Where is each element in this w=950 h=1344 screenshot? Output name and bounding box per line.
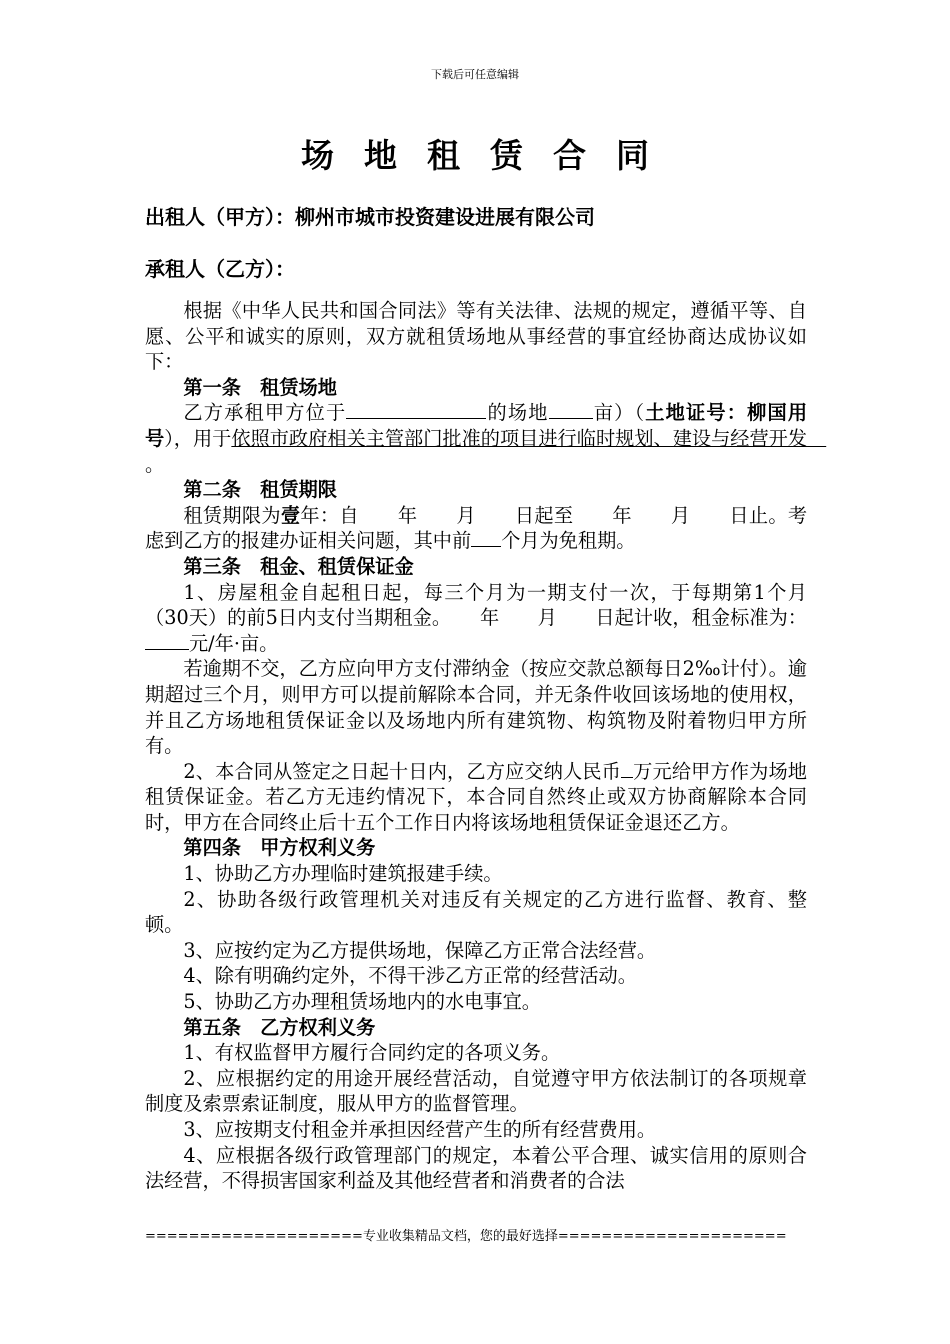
party-b: 承租人（乙方）：: [145, 257, 295, 281]
term-years: 壹: [280, 503, 301, 527]
article-1-text: [145, 400, 903, 477]
blank-location: [346, 400, 486, 419]
blank-rent: [145, 631, 189, 650]
text-span: 租赁期限为: [183, 503, 281, 527]
article-4-item: 3、应按约定为乙方提供场地，保障乙方正常合法经营。: [183, 938, 657, 962]
article-3-late: 若逾期不交，乙方应向甲方支付滞纳金（按应交款总额每日2‰计付）。逾期超过三个月，则甲方可以提前解除本合同，并无条件收回该场地的使用权，并且乙方场地租赁保证金以及场地内所有建筑物、构筑物及附着物归甲方所有。: [145, 657, 807, 758]
text-span: ），用于: [164, 426, 232, 450]
article-2-text: [145, 503, 807, 554]
text-span: 个月为免租期。: [501, 529, 636, 553]
article-4-item: 2、协助各级行政管理机关对违反有关规定的乙方进行监督、教育、整顿。: [145, 887, 807, 937]
article-5-item: 1、有权监督甲方履行合同约定的各项义务。: [183, 1041, 561, 1065]
text-span: 万元给甲方作为场地租赁保证金。若乙方无违约情况下，本合同自然终止或双方协商解除本合同时，甲方在合同终止后十五个工作日内将该场地租赁保证金退还乙方。: [145, 759, 807, 834]
land-cert-label: 土地证号：柳国用 号: [145, 401, 903, 450]
article-3-rent: [145, 580, 807, 657]
blank-area: [549, 400, 593, 419]
blank-deposit: [621, 759, 633, 778]
article-4-item: 1、协助乙方办理临时建筑报建手续。: [183, 862, 503, 886]
text-span: 年：自 年 月 日起至 年 月 日止。考虑到乙方的报建办证相关问题，其中前: [145, 503, 808, 553]
article-5-heading: 第五条 乙方权利义务: [183, 1015, 376, 1039]
text-span: 1、房屋租金自起租日起，每三个月为一期支付一次，于每期第1个月（30天）的前5日内支付当期租金。 年 月 日起计收，租金标准为：: [145, 580, 807, 630]
usage-text: 依照市政府相关主管部门批准的项目进行临时规划、建设与经营开发: [231, 426, 827, 450]
article-5-item: 3、应按期支付租金并承担因经营产生的所有经营费用。: [183, 1118, 657, 1141]
article-1-heading: 第一条 租赁场地: [183, 375, 337, 399]
contract-body: [145, 298, 903, 1194]
text-span: 2、本合同从签定之日起十日内，乙方应交纳人民币: [183, 759, 622, 783]
article-4-item: 5、协助乙方办理租赁场地内的水电事宜。: [183, 990, 541, 1014]
intro-paragraph: 根据《中华人民共和国合同法》等有关法律、法规的规定，遵循平等、自愿、公平和诚实的原则，双方就租赁场地从事经营的事宜经协商达成协议如下：: [145, 299, 807, 374]
article-5-item: 2、应根据约定的用途开展经营活动，自觉遵守甲方依法制订的各项规章制度及索票索证制度，服从甲方的监督管理。: [145, 1066, 807, 1116]
page-header: 下载后可任意编辑: [431, 68, 519, 81]
article-2-heading: 第二条 租赁期限: [183, 478, 337, 502]
blank-free-months: [471, 528, 501, 547]
article-3-heading: 第三条 租金、租赁保证金: [183, 554, 414, 578]
article-4-heading: 第四条 甲方权利义务: [183, 836, 376, 860]
text-span: 元/年·亩。: [189, 631, 279, 655]
text-span: 亩）（: [592, 401, 646, 425]
page-footer: ====================专业收集精品文档，您的最好选择=====================: [145, 1229, 787, 1244]
text-span: 乙方承租甲方位于: [183, 401, 347, 425]
text-span: 的场地: [486, 401, 549, 425]
party-a: 出租人（甲方）：柳州市城市投资建设进展有限公司: [145, 205, 595, 229]
article-3-deposit: [145, 759, 807, 836]
article-4-item: 4、除有明确约定外，不得干涉乙方正常的经营活动。: [183, 964, 637, 988]
article-5-item: 4、应根据各级行政管理部门的规定，本着公平合理、诚实信用的原则合法经营，不得损害国家利益及其他经营者和消费者的合法: [145, 1143, 807, 1193]
text-span: 。: [145, 452, 165, 476]
document-title: 场地租赁合同: [301, 136, 679, 175]
